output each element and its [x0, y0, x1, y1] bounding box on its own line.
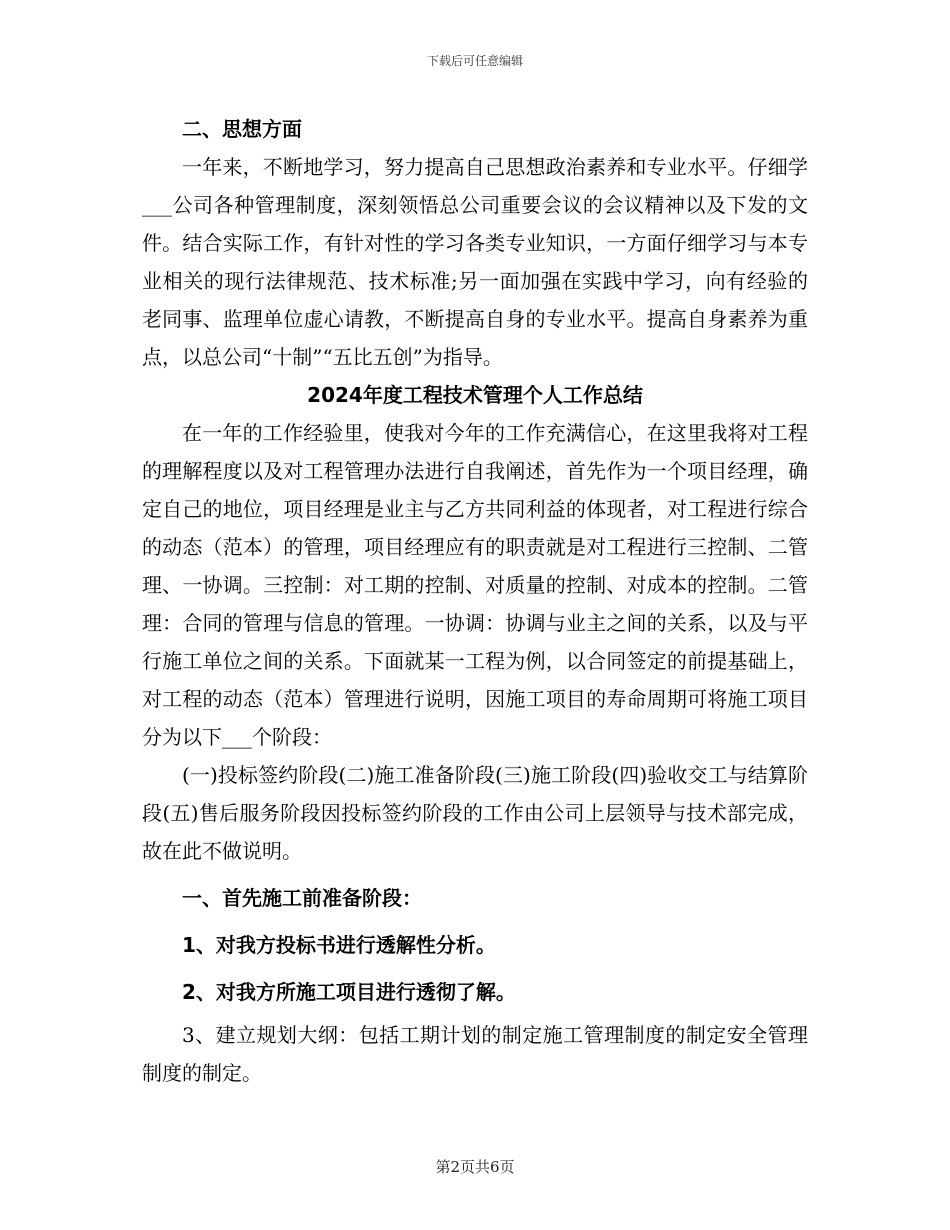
list-item-1: 1、对我方投标书进行透解性分析。	[182, 933, 496, 957]
page-header: 下载后可任意编辑	[426, 54, 523, 68]
page-footer: 第2页共6页	[435, 1158, 515, 1176]
document-title: 2024年度工程技术管理个人工作总结	[307, 383, 643, 407]
document-body	[142, 110, 808, 1092]
section-prep-heading: 一、首先施工前准备阶段：	[182, 886, 422, 910]
section-thought-paragraph: 一年来，不断地学习，努力提高自己思想政治素养和专业水平。仔细学___公司各种管理制度，深刻领悟总公司重要会议的会议精神以及下发的文件。结合实际工作，有针对性的学习各类专业知识，一方面仔细学习与本专业相关的现行法律规范、技术标准;另一面加强在实践中学习，向有经验的老同事、监理单位虚心请教，不断提高自身的专业水平。提高自身素养为重点，以总公司“十制”“五比五创”为指导。	[142, 155, 808, 369]
list-item-3: 3、建立规划大纲：包括工期计划的制定施工管理制度的制定安全管理制度的制定。	[142, 1023, 808, 1085]
stages-paragraph: (一)投标签约阶段(二)施工准备阶段(三)施工阶段(四)验收交工与结算阶段(五)售后服务阶段因投标签约阶段的工作由公司上层领导与技术部完成，故在此不做说明。	[142, 763, 808, 863]
intro-paragraph: 在一年的工作经验里，使我对今年的工作充满信心，在这里我将对工程的理解程度以及对工程管理办法进行自我阐述，首先作为一个项目经理，确定自己的地位，项目经理是业主与乙方共同利益的体现者，对工程进行综合的动态（范本）的管理，项目经理应有的职责就是对工程进行三控制、二管理、一协调。三控制：对工期的控制、对质量的控制、对成本的控制。二管理：合同的管理与信息的管理。一协调：协调与业主之间的关系，以及与平行施工单位之间的关系。下面就某一工程为例，以合同签定的前提基础上，对工程的动态（范本）管理进行说明，因施工项目的寿命周期可将施工项目分为以下___个阶段：	[142, 421, 808, 749]
section-thought-heading: 二、思想方面	[182, 117, 302, 141]
list-item-2: 2、对我方所施工项目进行透彻了解。	[182, 980, 516, 1004]
